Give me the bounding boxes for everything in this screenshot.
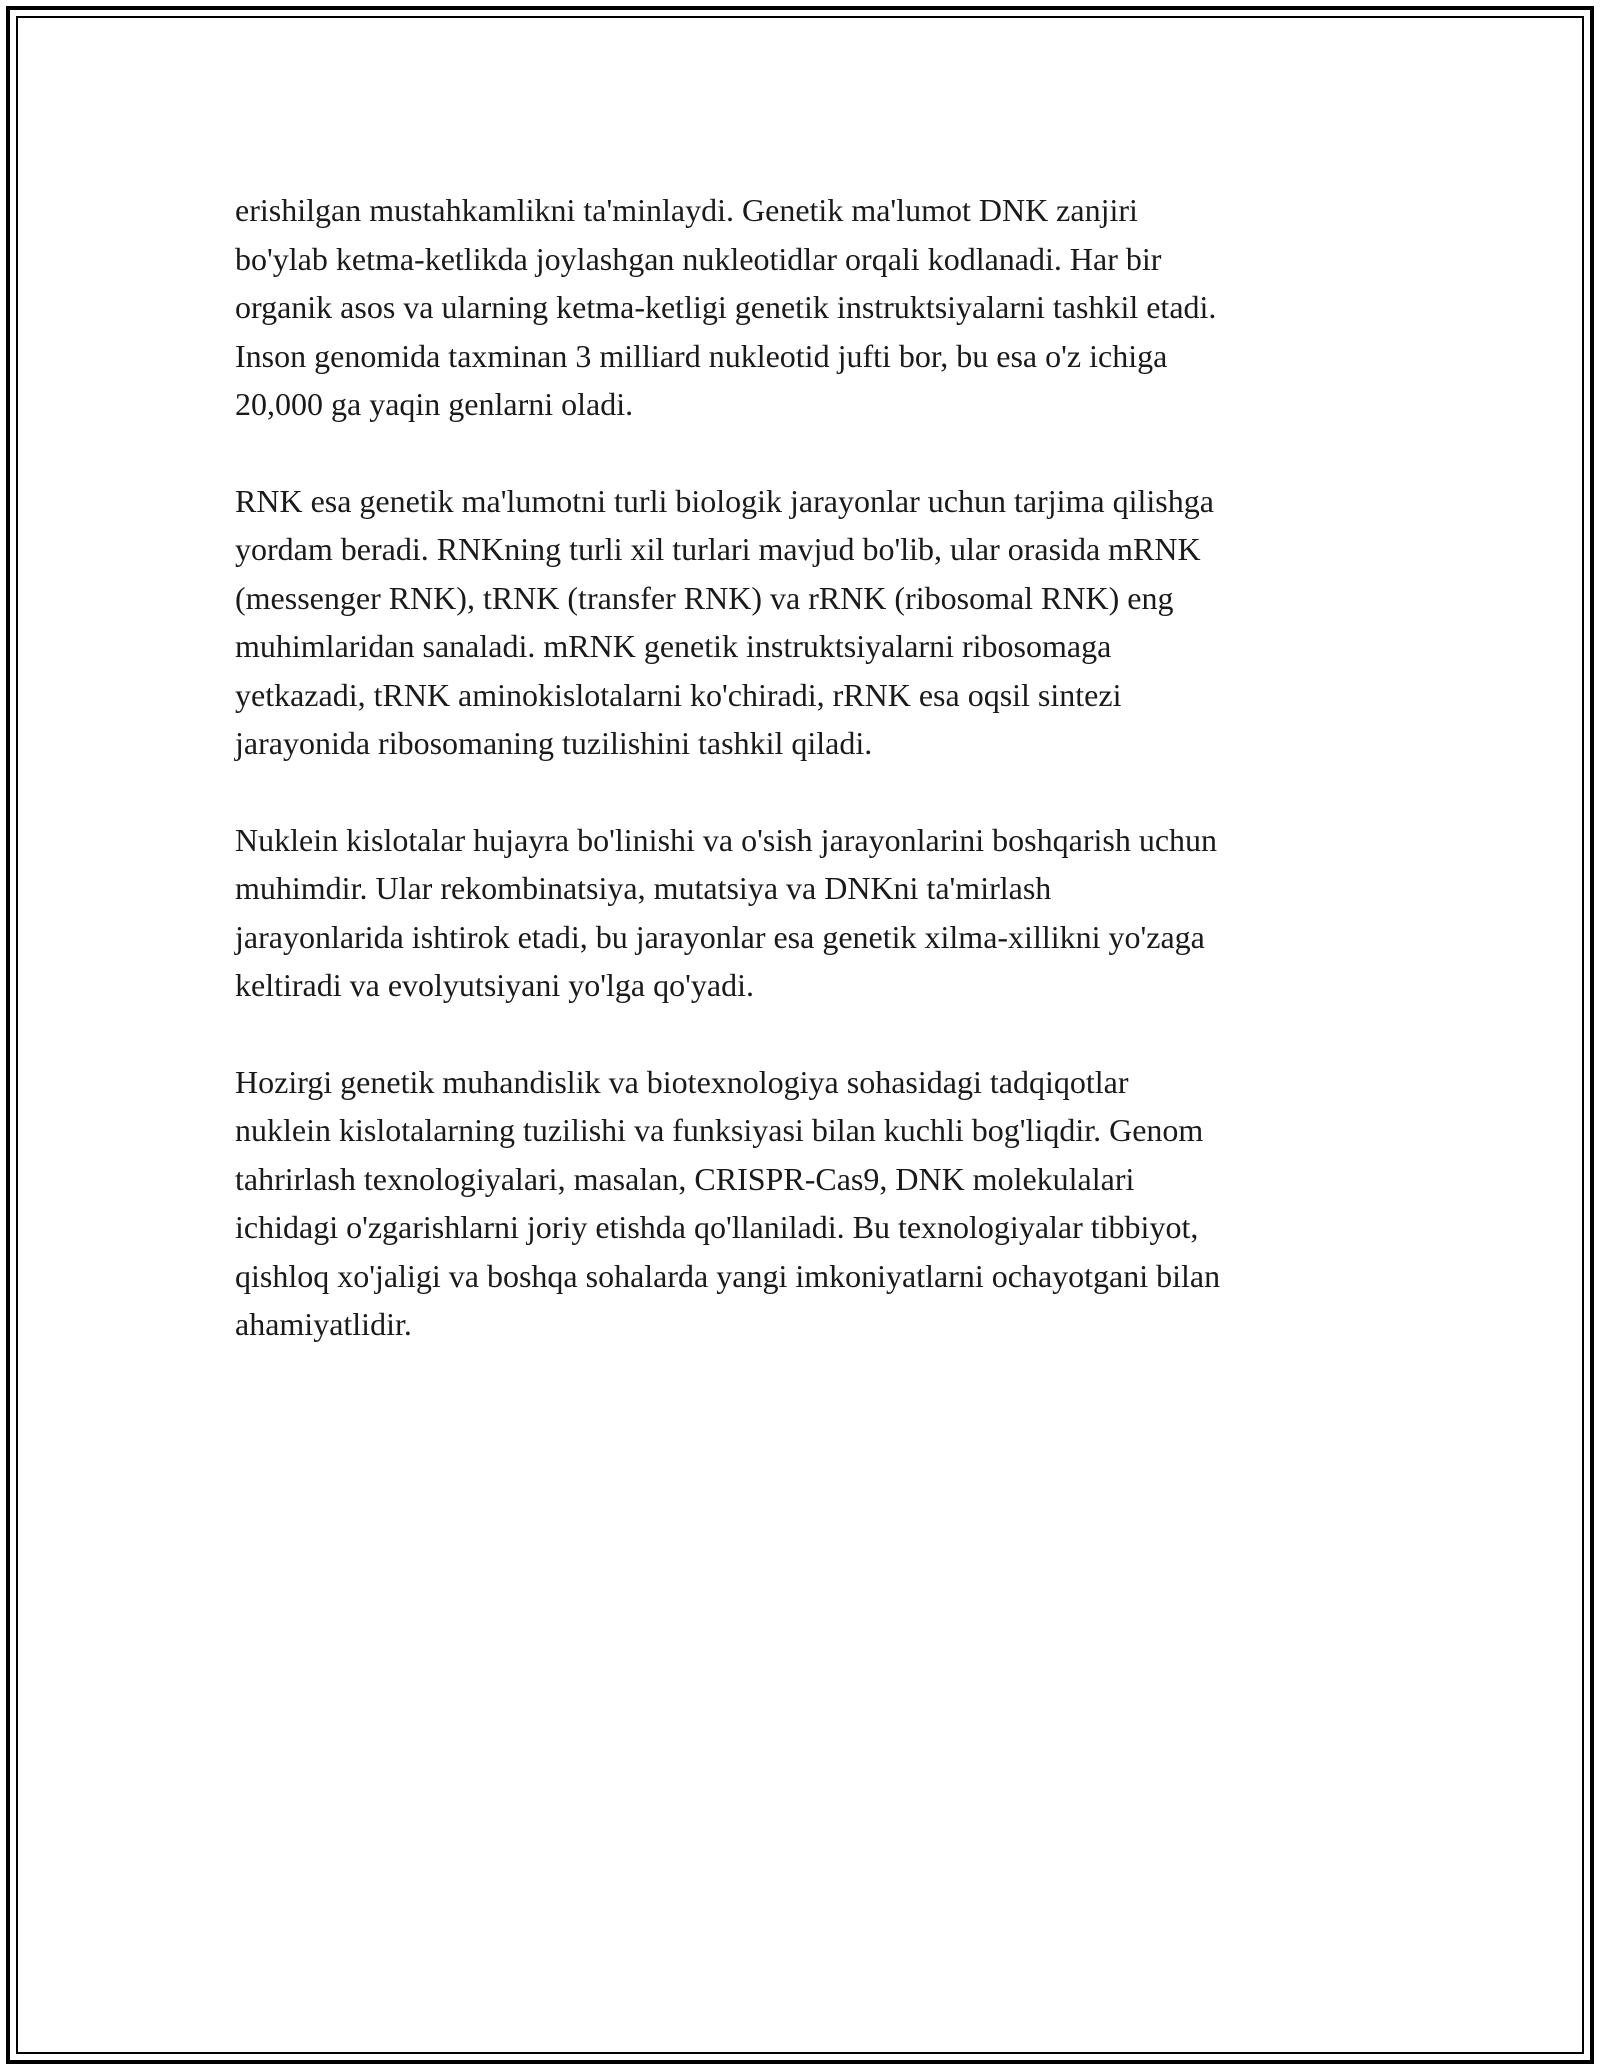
text-line: qishloq xo'jaligi va boshqa sohalarda yangi imkoniyatlarni ochayotgani bilan	[235, 1257, 1221, 1294]
text-line: yetkazadi, tRNK aminokislotalarni ko'chiradi, rRNK esa oqsil sintezi	[235, 676, 1122, 713]
paragraph-1	[235, 186, 1375, 429]
text-line: tahrirlash texnologiyalari, masalan, CRISPR-Cas9, DNK molekulalari	[235, 1160, 1135, 1197]
paragraph-4	[235, 1058, 1375, 1349]
text-line: muhimlaridan sanaladi. mRNK genetik instruktsiyalarni ribosomaga	[235, 628, 1112, 664]
text-line: keltiradi va evolyutsiyani yo'lga qo'yadi.	[235, 967, 754, 1003]
text-line: yordam beradi. RNKning turli xil turlari mavjud bo'lib, ular orasida mRNK	[235, 531, 1201, 567]
text-line: Inson genomida taxminan 3 milliard nukleotid jufti bor, bu esa o'z ichiga	[235, 337, 1168, 374]
text-line: bo'ylab ketma-ketlikda joylashgan nukleotidlar orqali kodlanadi. Har bir	[235, 240, 1162, 277]
text-line: (messenger RNK), tRNK (transfer RNK) va rRNK (ribosomal RNK) eng	[235, 579, 1174, 616]
text-line: organik asos va ularning ketma-ketligi genetik instruktsiyalarni tashkil etadi.	[235, 289, 1217, 325]
text-line: erishilgan mustahkamlikni ta'minlaydi. Genetik ma'lumot DNK zanjiri	[235, 192, 1138, 228]
text-line: RNK esa genetik ma'lumotni turli biologik jarayonlar uchun tarjima qilishga	[235, 482, 1214, 519]
text-line: nuklein kislotalarning tuzilishi va funksiyasi bilan kuchli bog'liqdir. Genom	[235, 1112, 1204, 1148]
text-line: jarayonida ribosomaning tuzilishini tashkil qiladi.	[235, 725, 873, 761]
text-line: muhimdir. Ular rekombinatsiya, mutatsiya va DNKni ta'mirlash	[235, 870, 1052, 906]
document-body	[235, 186, 1375, 1397]
paragraph-2	[235, 477, 1375, 768]
paragraph-3	[235, 816, 1375, 1010]
text-line: Hozirgi genetik muhandislik va biotexnologiya sohasidagi tadqiqotlar	[235, 1063, 1129, 1100]
text-line: Nuklein kislotalar hujayra bo'linishi va o'sish jarayonlarini boshqarish uchun	[235, 821, 1218, 858]
text-line: 20,000 ga yaqin genlarni oladi.	[235, 386, 634, 422]
text-line: ichidagi o'zgarishlarni joriy etishda qo'llaniladi. Bu texnologiyalar tibbiyot,	[235, 1209, 1199, 1245]
text-line: ahamiyatlidir.	[235, 1306, 412, 1342]
text-line: jarayonlarida ishtirok etadi, bu jarayonlar esa genetik xilma-xillikni yo'zaga	[235, 918, 1205, 955]
